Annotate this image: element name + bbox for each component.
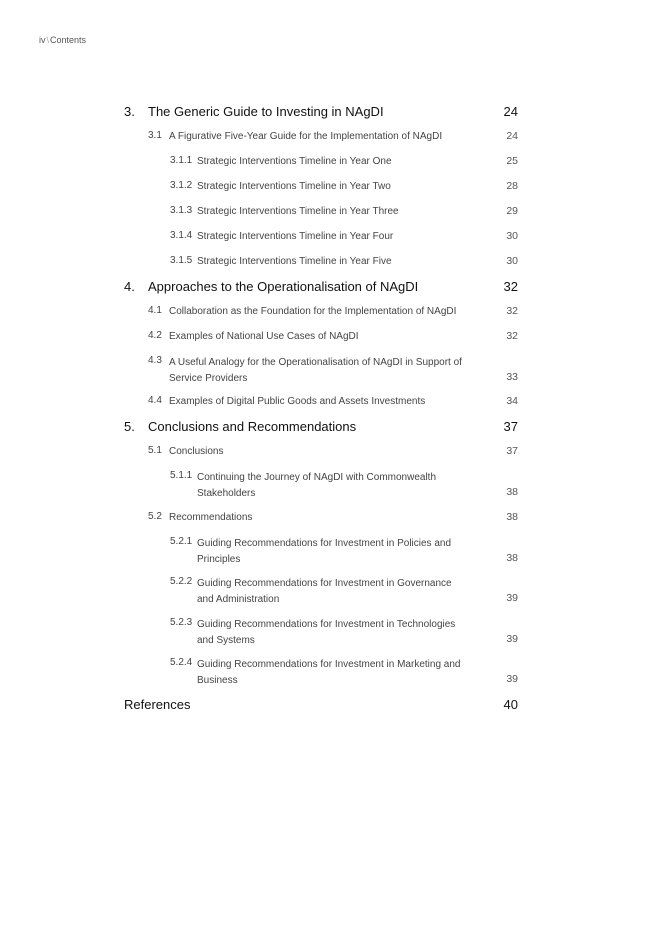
toc-number: 5.2 xyxy=(148,511,162,522)
toc-number: 3.1.1 xyxy=(170,155,193,166)
toc-title-line-2: and Administration xyxy=(197,594,280,605)
toc-title-line-1: Guiding Recommendations for Investment in Technologies xyxy=(197,619,456,630)
toc-page-number: 24 xyxy=(506,130,518,142)
toc-title: The Generic Guide to Investing in NAgDI xyxy=(148,104,384,119)
toc-title-line-1: A Useful Analogy for the Operationalisation of NAgDI in Support of xyxy=(169,357,462,368)
toc-title: Examples of Digital Public Goods and Assets Investments xyxy=(169,396,426,407)
toc-title: References xyxy=(124,697,191,712)
toc-page-number: 33 xyxy=(506,371,518,383)
toc-title xyxy=(197,536,451,568)
toc-number: 5. xyxy=(124,419,135,434)
toc-title: Strategic Interventions Timeline in Year Two xyxy=(197,181,391,192)
toc-page-number: 39 xyxy=(506,633,518,645)
toc-title: Collaboration as the Foundation for the Implementation of NAgDI xyxy=(169,306,457,317)
toc-number: 5.2.2 xyxy=(170,576,193,587)
toc-number: 4.2 xyxy=(148,330,162,341)
toc-page-number: 34 xyxy=(506,395,518,407)
toc-page-number: 39 xyxy=(506,592,518,604)
toc-title xyxy=(197,617,455,649)
toc-page-number: 25 xyxy=(506,155,518,167)
toc-page-number: 38 xyxy=(506,511,518,523)
header-separator: \ xyxy=(46,35,50,45)
toc-number: 3.1.3 xyxy=(170,205,193,216)
toc-number: 5.2.3 xyxy=(170,617,193,628)
toc-number: 3.1 xyxy=(148,130,162,141)
toc-title: Examples of National Use Cases of NAgDI xyxy=(169,331,359,342)
toc-title: Strategic Interventions Timeline in Year Four xyxy=(197,231,394,242)
toc-page-number: 40 xyxy=(503,697,518,712)
toc-title-line-2: Service Providers xyxy=(169,373,248,384)
toc-page-number: 38 xyxy=(506,552,518,564)
toc-title: Recommendations xyxy=(169,512,253,523)
toc-number: 3. xyxy=(124,104,135,119)
toc-title: A Figurative Five-Year Guide for the Implementation of NAgDI xyxy=(169,131,443,142)
toc-title-line-2: and Systems xyxy=(197,635,255,646)
toc-number: 3.1.2 xyxy=(170,180,193,191)
toc-title-line-2: Stakeholders xyxy=(197,488,256,499)
toc-title xyxy=(169,355,462,387)
toc-number: 5.1 xyxy=(148,445,162,456)
toc-title: Conclusions and Recommendations xyxy=(148,419,357,434)
toc-number: 5.1.1 xyxy=(170,470,193,481)
toc-page-number: 32 xyxy=(506,330,518,342)
toc-title xyxy=(197,470,436,502)
toc-title-line-1: Guiding Recommendations for Investment in Marketing and xyxy=(197,659,461,670)
page-number-roman: iv xyxy=(39,35,46,45)
toc-title-line-2: Business xyxy=(197,675,238,686)
toc-number: 3.1.4 xyxy=(170,230,193,241)
header-section-title: Contents xyxy=(50,35,87,45)
toc-title: Approaches to the Operationalisation of NAgDI xyxy=(148,279,419,294)
toc-title-line-2: Principles xyxy=(197,554,241,565)
toc-page-number: 29 xyxy=(506,205,518,217)
toc-number: 4. xyxy=(124,279,135,294)
toc-page-number: 28 xyxy=(506,180,518,192)
toc-page-number: 38 xyxy=(506,486,518,498)
toc-title-line-1: Guiding Recommendations for Investment in Policies and xyxy=(197,538,452,549)
toc-title xyxy=(197,576,452,608)
toc-title xyxy=(197,657,460,689)
toc-title-line-1: Continuing the Journey of NAgDI with Commonwealth xyxy=(197,472,437,483)
toc-title: Strategic Interventions Timeline in Year Five xyxy=(197,256,392,267)
toc-page-number: 39 xyxy=(506,673,518,685)
toc-page-number: 37 xyxy=(503,419,518,434)
toc-page-number: 37 xyxy=(506,445,518,457)
toc-number: 5.2.1 xyxy=(170,536,193,547)
toc-title-line-1: Guiding Recommendations for Investment in Governance xyxy=(197,578,452,589)
toc-number: 4.4 xyxy=(148,395,162,406)
toc-page-number: 24 xyxy=(503,104,518,119)
toc-page-number: 32 xyxy=(503,279,518,294)
toc-number: 5.2.4 xyxy=(170,657,193,668)
toc-page-number: 32 xyxy=(506,305,518,317)
toc-page-number: 30 xyxy=(506,255,518,267)
toc-title: Strategic Interventions Timeline in Year Three xyxy=(197,206,399,217)
toc-number: 3.1.5 xyxy=(170,255,193,266)
toc-number: 4.3 xyxy=(148,355,162,366)
toc-number: 4.1 xyxy=(148,305,162,316)
toc-title: Conclusions xyxy=(169,446,224,457)
toc-title: Strategic Interventions Timeline in Year One xyxy=(197,156,392,167)
toc-page-number: 30 xyxy=(506,230,518,242)
